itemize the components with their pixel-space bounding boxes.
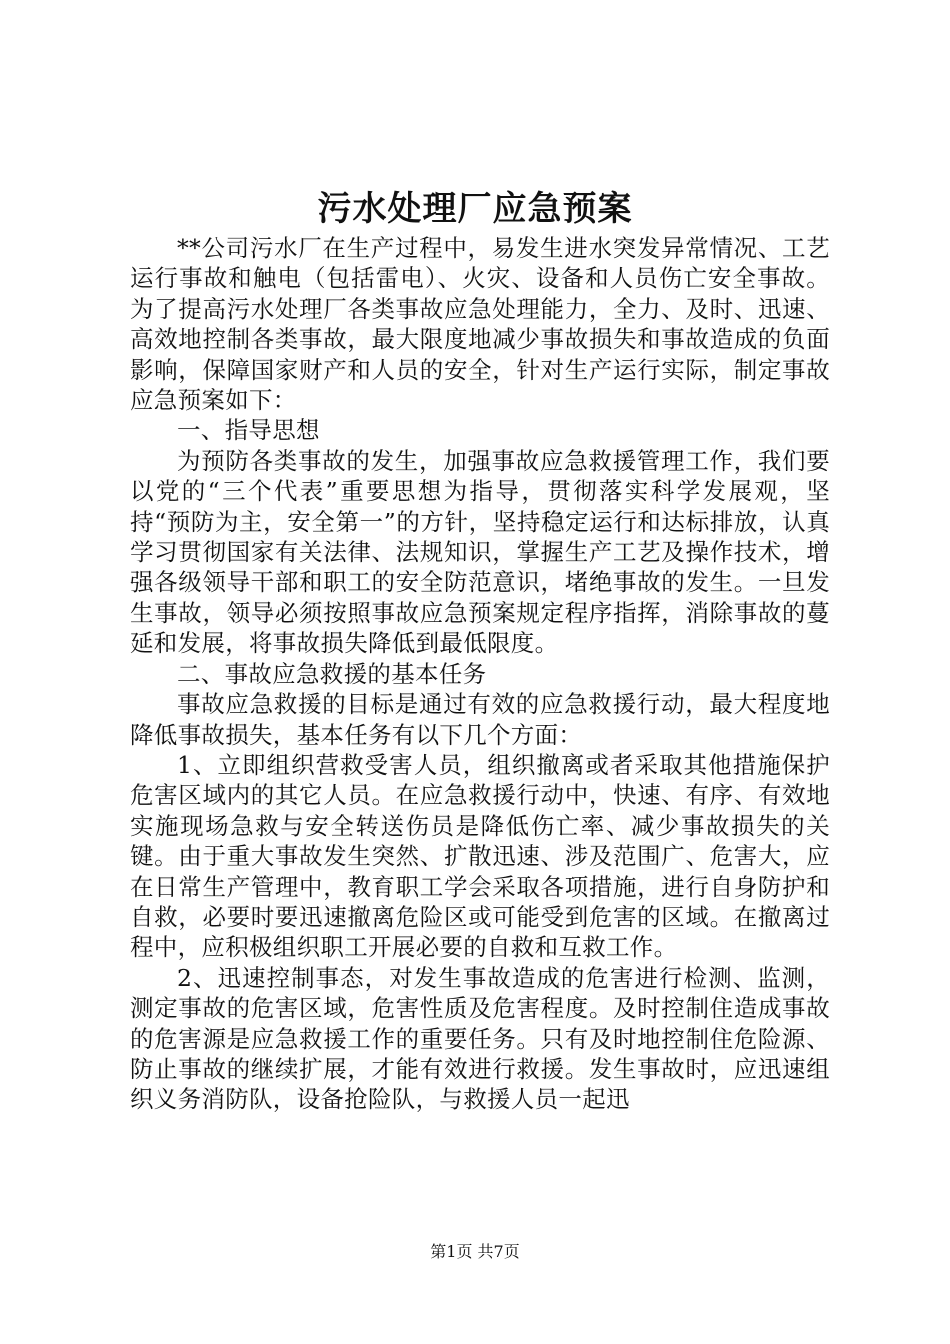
section-heading-basic-tasks: 二、事故应急救援的基本任务 [177,659,487,688]
task-item-1: 1、立即组织营救受害人员，组织撤离或者采取其他措施保护危害区域内的其它人员。在应急救援行动中，快速、有序、有效地实施现场急救与安全转送伤员是降低伤亡率、减少事故损失的关键。由于重大事故发生突然、扩散迅速、涉及范围广、危害大，应在日常生产管理中，教育职工学会采取各项措施，进行自身防护和自救，必要时要迅速撤离危险区或可能受到危害的区域。在撤离过程中，应积极组织职工开展必要的自救和互救工作。 [130,750,830,962]
document-title: 污水处理厂应急预案 [317,189,633,229]
document-body [130,233,830,1115]
section-heading-guiding-ideology: 一、指导思想 [177,416,320,445]
intro-paragraph: **公司污水厂在生产过程中，易发生进水突发异常情况、工艺运行事故和触电（包括雷电）、火灾、设备和人员伤亡安全事故。为了提高污水处理厂各类事故应急处理能力，全力、及时、迅速、高效地控制各类事故，最大限度地减少事故损失和事故造成的负面影响，保障国家财产和人员的安全，针对生产运行实际，制定事故应急预案如下： [130,234,830,415]
task-item-2: 2、迅速控制事态，对发生事故造成的危害进行检测、监测，测定事故的危害区域，危害性质及危害程度。及时控制住造成事故的危害源是应急救援工作的重要任务。只有及时地控制住危险源、防止事故的继续扩展，才能有效进行救援。发生事故时，应迅速组织义务消防队，设备抢险队，与救援人员一起迅 [130,963,830,1114]
basic-tasks-intro-paragraph: 事故应急救援的目标是通过有效的应急救援行动，最大程度地降低事故损失，基本任务有以下几个方面： [130,690,830,749]
guiding-ideology-paragraph: 为预防各类事故的发生，加强事故应急救援管理工作，我们要以党的“三个代表”重要思想为指导，贯彻落实科学发展观，坚持“预防为主，安全第一”的方针，坚持稳定运行和达标排放，认真学习贯彻国家有关法律、法规知识，掌握生产工艺及操作技术，增强各级领导干部和职工的安全防范意识，堵绝事故的发生。一旦发生事故，领导必须按照事故应急预案规定程序指挥，消除事故的蔓延和发展，将事故损失降低到最低限度。 [130,446,830,658]
page-footer: 第1页 共7页 [430,1242,520,1261]
